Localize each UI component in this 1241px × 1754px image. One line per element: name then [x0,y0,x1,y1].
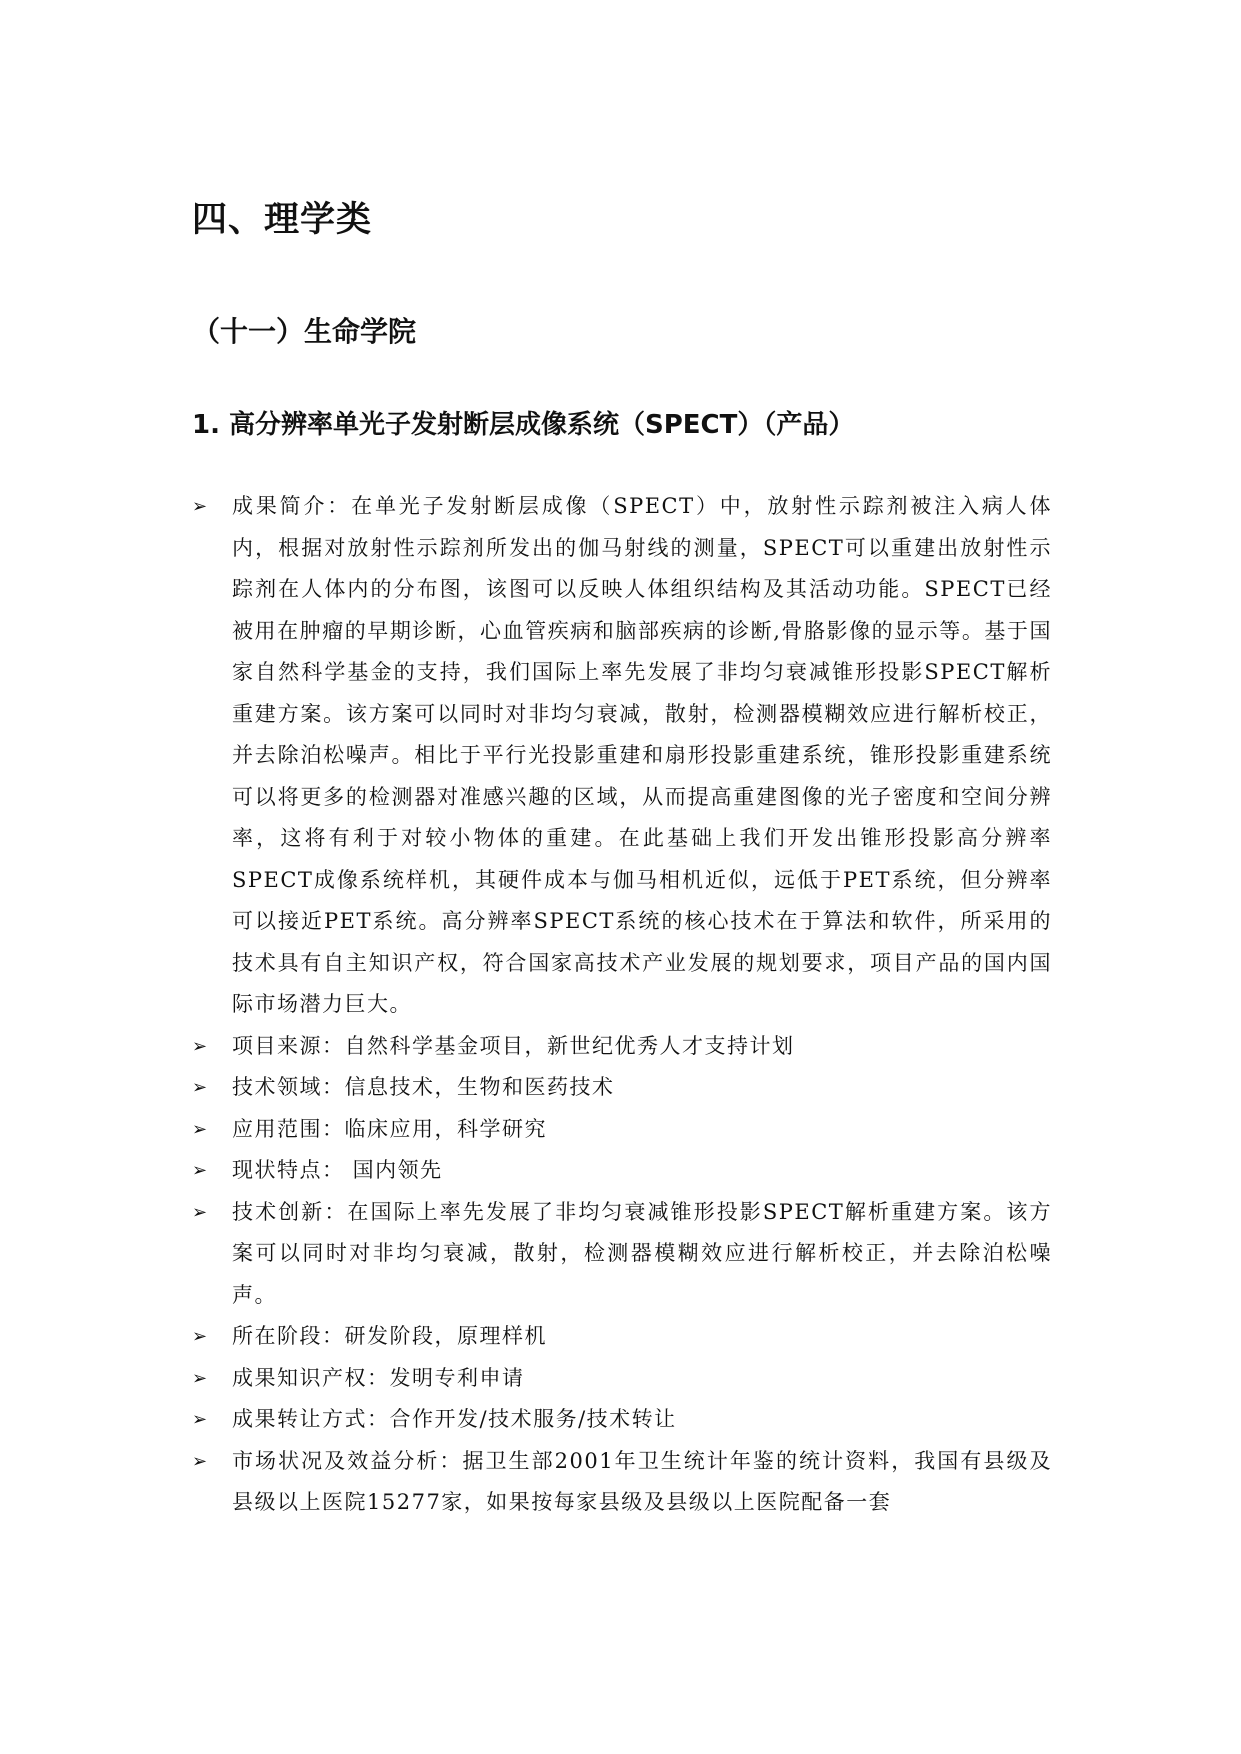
list-item-transfer [192,1399,1052,1441]
arrowhead-bullet-icon: ➢ [192,1450,208,1472]
item-label: 技术领域： [232,1075,345,1099]
arrowhead-bullet-icon: ➢ [192,1409,208,1430]
item-label: 成果转让方式： [232,1407,390,1431]
list-item-stage [192,1316,1052,1358]
item-label: 项目来源： [232,1033,345,1058]
item-text: 据卫生部2001年卫生统计年鉴的统计资料，我国有县级及县级以上医院15277家，如果按每家县级及县级以上医院配备一套 [232,1448,1052,1514]
item-text: 发明专利申请 [389,1365,525,1390]
item-text: 在国际上率先发展了非均匀衰减锥形投影SPECT解析重建方案。该方案可以同时对非均匀衰减，散射，检测器模糊效应进行解析校正，并去除泊松噪声。 [232,1199,1052,1307]
item-text: 国内领先 [344,1158,443,1182]
list-item-source [192,1026,1052,1068]
project-heading: 1. 高分辨率单光子发射断层成像系统（SPECT）（产品） [192,410,855,440]
arrowhead-bullet-icon: ➢ [192,1118,208,1140]
arrowhead-bullet-icon: ➢ [192,1367,208,1389]
list-item-field [192,1067,1052,1109]
item-text: 临床应用，科学研究 [344,1116,547,1141]
item-label: 所在阶段： [232,1324,345,1348]
item-label: 成果知识产权： [232,1365,390,1390]
item-text: 研发阶段，原理样机 [344,1324,547,1348]
college-heading: （十一）生命学院 [192,315,417,348]
project-details-list [192,486,1052,1524]
item-text: 自然科学基金项目，新世纪优秀人才支持计划 [344,1033,795,1058]
list-item-scope [192,1109,1052,1151]
list-item-innovation [192,1192,1052,1317]
arrowhead-bullet-icon: ➢ [192,496,208,517]
item-label: 现状特点： [232,1158,345,1182]
category-heading: 四、理学类 [192,200,373,240]
arrowhead-bullet-icon: ➢ [192,1077,208,1098]
item-label: 技术创新： [232,1199,348,1224]
item-label: 市场状况及效益分析： [232,1448,463,1473]
arrowhead-bullet-icon: ➢ [192,1201,208,1223]
item-label: 成果简介： [232,494,352,518]
item-label: 应用范围： [232,1116,345,1141]
list-item-summary [192,486,1052,1026]
list-item-ip [192,1358,1052,1400]
list-item-market [192,1441,1052,1524]
arrowhead-bullet-icon: ➢ [192,1326,208,1347]
list-item-status [192,1150,1052,1192]
arrowhead-bullet-icon: ➢ [192,1035,208,1057]
arrowhead-bullet-icon: ➢ [192,1160,208,1181]
item-text: 合作开发/技术服务/技术转让 [389,1407,677,1431]
item-text: 在单光子发射断层成像（SPECT）中，放射性示踪剂被注入病人体内，根据对放射性示踪剂所发出的伽马射线的测量，SPECT可以重建出放射性示踪剂在人体内的分布图，该图可以反映人体组织结构及其活动功能。SPECT已经被用在肿瘤的早期诊断，心血管疾病和脑部疾病的诊断,骨胳影像的显示等。基于国家自然科学基金的支持，我们国际上率先发展了非均匀衰减锥形投影SPECT解析重建方案。该方案可以同时对非均匀衰减，散射，检测器模糊效应进行解析校正，并去除泊松噪声。相比于平行光投影重建和扇形投影重建系统，锥形投影重建系统可以将更多的检测器对准感兴趣的区域，从而提高重建图像的光子密度和空间分辨率，这将有利于对较小物体的重建。在此基础上我们开发出锥形投影高分辨率SPECT成像系统样机，其硬件成本与伽马相机近似，远低于PET系统，但分辨率可以接近PET系统。高分辨率SPECT系统的核心技术在于算法和软件，所采用的技术具有自主知识产权，符合国家高技术产业发展的规划要求，项目产品的国内国际市场潜力巨大。 [232,494,1052,1016]
item-text: 信息技术，生物和医药技术 [344,1075,615,1099]
